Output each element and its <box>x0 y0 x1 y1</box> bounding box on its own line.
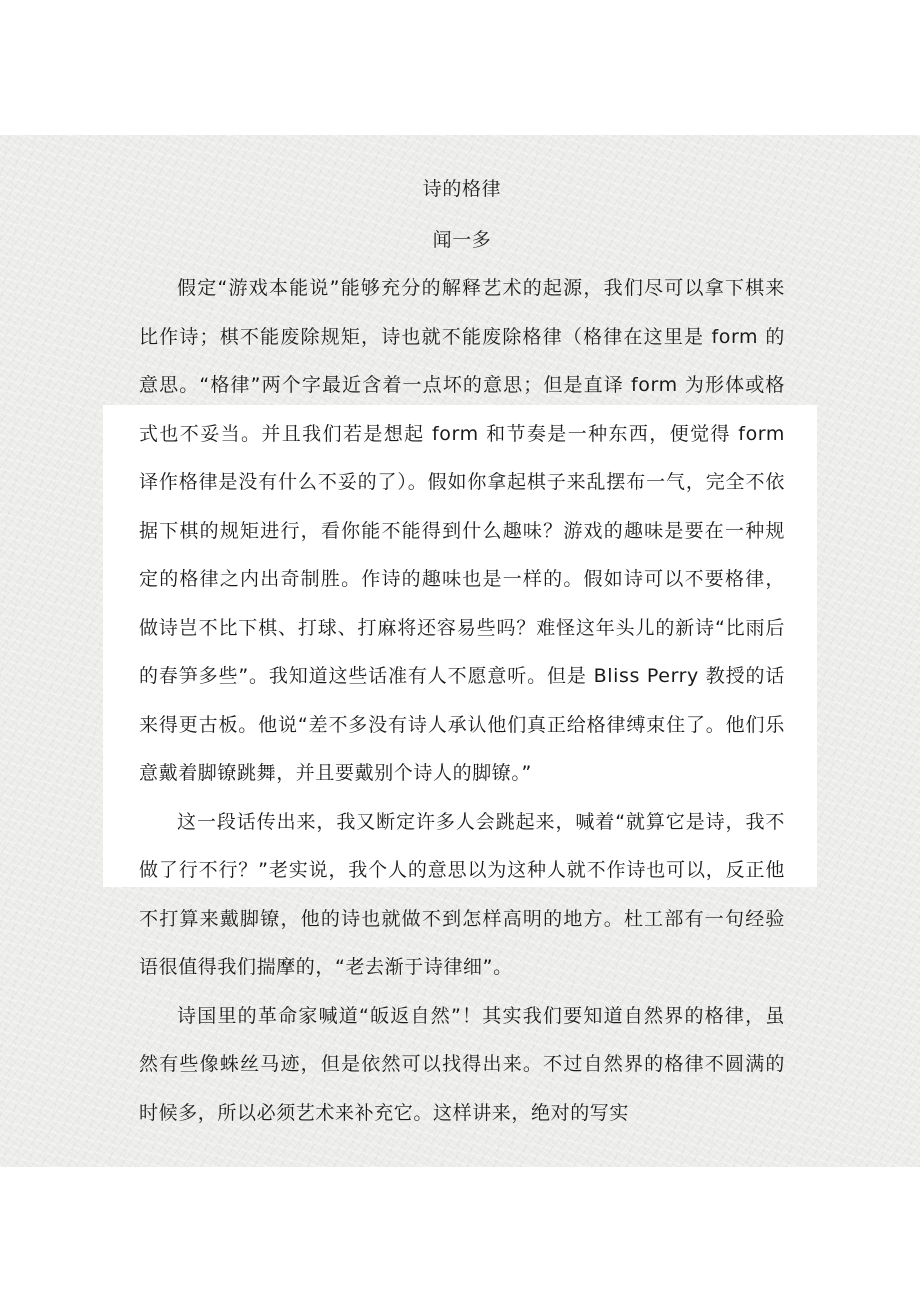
paragraph-3: 诗国里的革命家喊道“皈返自然”！其实我们要知道自然界的格律，虽然有些像蛛丝马迹，但是依然可以找得出来。不过自然界的格律不圆满的时候多，所以必须艺术来补充它。这样讲来，绝对的写实 <box>139 1004 785 1124</box>
paragraph-1: 假定“游戏本能说”能够充分的解释艺术的起源，我们尽可以拿下棋来比作诗；棋不能废除规矩，诗也就不能废除格律（格律在这里是 form 的意思。“格律”两个字最近含着一点坏的意思；但是直译 form 为形体或格式也不妥当。并且我们若是想起 form 和节奏是一种东西，便觉得 form 译作格律是没有什么不妥的了）。假如你拿起棋子来乱摆布一气，完全不依据下棋的规矩进行，看你能不能得到什么趣味？游戏的趣味是要在一种规定的格律之内出奇制胜。作诗的趣味也是一样的。假如诗可以不要格律，做诗岂不比下棋、打球、打麻将还容易些吗？难怪这年头儿的新诗“比雨后的春笋多些”。我知道这些话准有人不愿意听。但是 Bliss Perry 教授的话来得更古板。他说“差不多没有诗人承认他们真正给格律缚束住了。他们乐意戴着脚镣跳舞，并且要戴别个诗人的脚镣。” <box>139 277 785 784</box>
document-title: 诗的格律 <box>422 178 502 200</box>
paragraph-2: 这一段话传出来，我又断定许多人会跳起来，喊着“就算它是诗，我不做了行不行？”老实说，我个人的意思以为这种人就不作诗也可以，反正他不打算来戴脚镣，他的诗也就做不到怎样高明的地方。杜工部有一句经验语很值得我们揣摩的，“老去渐于诗律细”。 <box>139 810 785 978</box>
document-author: 闻一多 <box>432 228 492 251</box>
document-body <box>139 165 785 1137</box>
